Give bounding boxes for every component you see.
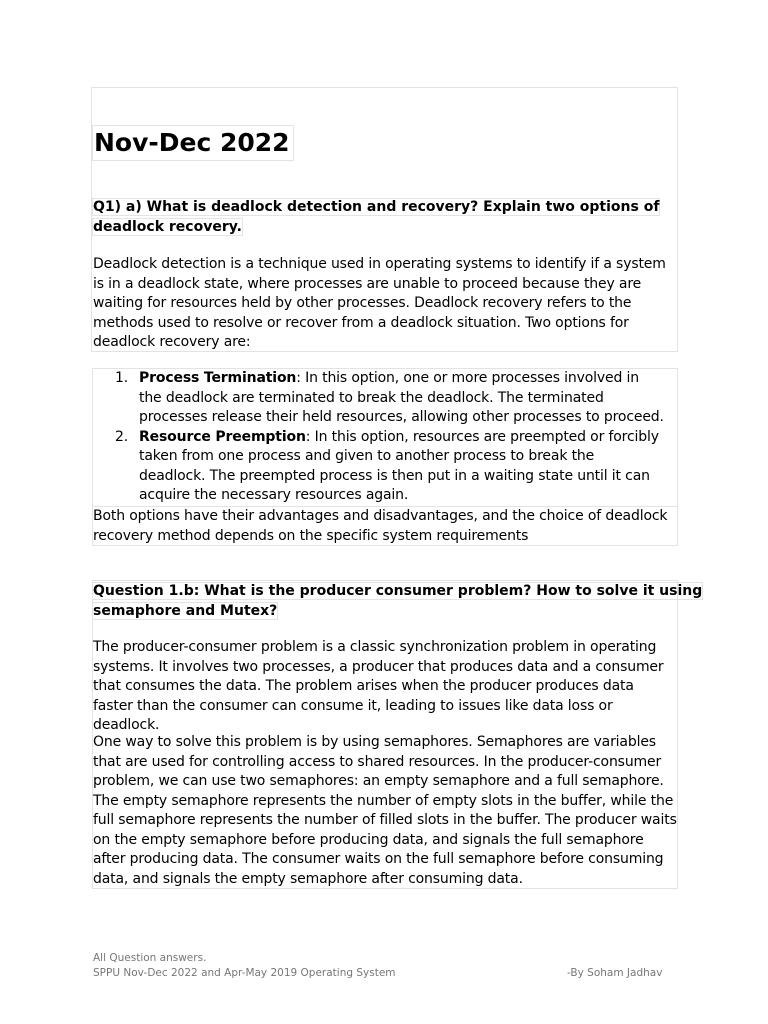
recovery-options-list: [92, 369, 678, 506]
option-text: : In this option, resources are preempted or forcibly taken from one process and given to another process to break the deadlock. The preempted process is then put in a waiting state until it can acquire the necessary resources again.: [139, 428, 659, 503]
option-term: Resource Preemption: [139, 428, 306, 445]
q1b-heading-line1: Question 1.b: What is the producer consumer problem? How to solve it using: [93, 583, 703, 599]
list-item-number: 1.: [115, 370, 129, 386]
q1b-heading-line2: semaphore and Mutex?: [93, 603, 278, 619]
q1a-heading: [92, 197, 660, 237]
q1a-heading-line1: Q1) a) What is deadlock detection and recovery? Explain two options of: [93, 199, 660, 215]
option-text: : In this option, one or more processes involved in the deadlock are terminated to break the deadlock. The terminated processes release their held resources, allowing other processes to proceed.: [139, 370, 664, 425]
q1a-conclusion-paragraph: Both options have their advantages and disadvantages, and the choice of deadlock recovery method depends on the specific system requirements: [93, 508, 668, 544]
footer-note: All Question answers.: [93, 952, 207, 964]
page-title: Nov-Dec 2022: [92, 125, 294, 161]
option-term: Process Termination: [139, 370, 297, 386]
q1b-paragraph-1: The producer-consumer problem is a classic synchronization problem in operating systems. It involves two processes, a producer that produces data and a consumer that consumes the data. The problem arises when the producer produces data faster than the consumer can consume it, leading to issues like data loss or deadlock.: [93, 639, 664, 733]
q1a-heading-line2: deadlock recovery.: [93, 219, 242, 235]
q1b-heading: [92, 581, 703, 621]
list-item-number: 2.: [115, 428, 129, 445]
list-item: [115, 369, 678, 428]
footer-author: -By Soham Jadhav: [567, 967, 663, 979]
footer-course: SPPU Nov-Dec 2022 and Apr-May 2019 Operating System: [93, 967, 396, 979]
list-item: [115, 428, 678, 506]
q1a-intro-paragraph: Deadlock detection is a technique used in operating systems to identify if a system is in a deadlock state, where processes are unable to proceed because they are waiting for resources held by other processes. Deadlock recovery refers to the methods used to resolve or recover from a deadlock situation. Two options for deadlock recovery are:: [93, 256, 666, 350]
q1b-paragraph-2: One way to solve this problem is by using semaphores. Semaphores are variables that are used for controlling access to shared resources. In the producer-consumer problem, we can use two semaphores: an empty semaphore and a full semaphore. The empty semaphore represents the number of empty slots in the buffer, while the full semaphore represents the number of filled slots in the buffer. The producer waits on the empty semaphore before producing data, and signals the full semaphore after producing data. The consumer waits on the full semaphore before consuming data, and signals the empty semaphore after consuming data.: [93, 734, 677, 887]
